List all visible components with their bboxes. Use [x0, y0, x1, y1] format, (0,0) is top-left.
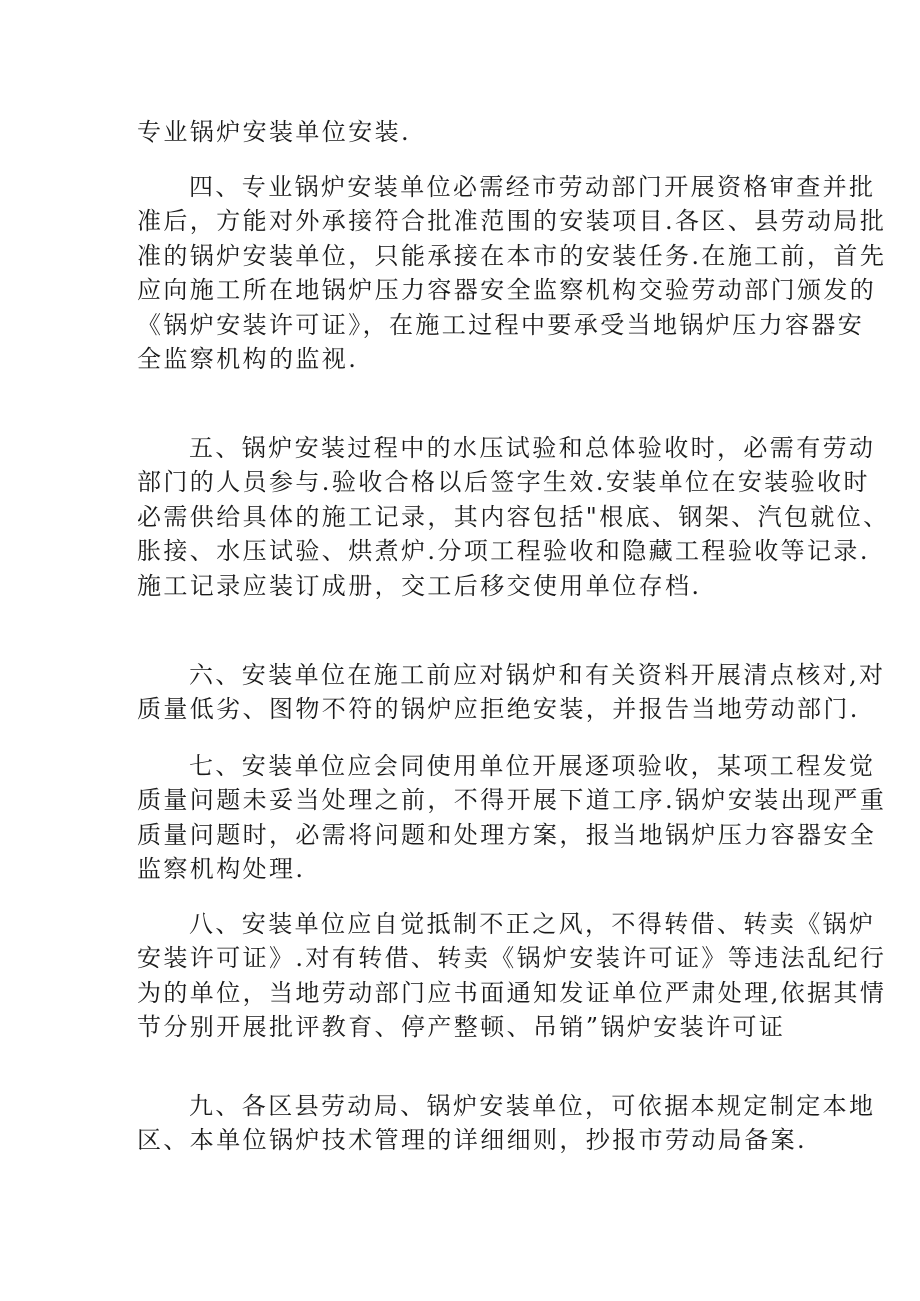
text-line: 五、锅炉安装过程中的水压试验和总体验收时，必需有劳动	[189, 434, 876, 462]
text-line: 监察机构处理.	[137, 855, 306, 884]
paragraph-item-6	[137, 658, 886, 727]
paragraph-item-9	[137, 1089, 876, 1158]
text-line: 六、安装单位在施工前应对锅炉和有关资料开展清点核对,对	[189, 661, 886, 689]
text-line: 为的单位，当地劳动部门应书面通知发证单位严肃处理,依据其情	[137, 978, 887, 1007]
text-line: 区、本单位锅炉技术管理的详细细则，抄报市劳动局备案.	[137, 1126, 808, 1155]
paragraph-item-4	[137, 170, 887, 376]
paragraph-item-7	[137, 749, 887, 887]
text-line: 准的锅炉安装单位，只能承接在本市的安装任务.在施工前，首先	[137, 241, 887, 270]
text-line: 准后，方能对外承接符合批准范围的安装项目.各区、县劳动局批	[137, 207, 887, 236]
text-line: 应向施工所在地锅炉压力容器安全监察机构交验劳动部门颁发的	[137, 276, 877, 305]
text-line: 全监察机构的监视.	[137, 344, 359, 373]
paragraph-continuation	[137, 115, 797, 149]
text-line: 八、安装单位应自觉抵制不正之风，不得转借、转卖《锅炉	[189, 910, 876, 938]
text-line: 节分别开展批评教育、停产整顿、吊销”锅炉安装许可证	[137, 1013, 786, 1042]
text-line: 必需供给具体的施工记录，其内容包括"根底、钢架、汽包就位、	[137, 502, 890, 531]
paragraph-item-8	[137, 907, 887, 1045]
text-line: 质量低劣、图物不符的锅炉应拒绝安装，并报告当地劳动部门.	[137, 695, 860, 724]
text-line: 七、安装单位应会同使用单位开展逐项验收，某项工程发觉	[189, 752, 876, 780]
text-line: 九、各区县劳动局、锅炉安装单位，可依据本规定制定本地	[189, 1092, 876, 1120]
text-line: 四、专业锅炉安装单位必需经市劳动部门开展资格审查并批	[189, 173, 876, 201]
text-line: 施工记录应装订成册，交工后移交使用单位存档.	[137, 571, 702, 600]
text-line: 部门的人员参与.验收合格以后签字生效.安装单位在安装验收时	[137, 468, 870, 497]
text-line: 质量问题时，必需将问题和处理方案，报当地锅炉压力容器安全	[137, 820, 877, 849]
text-line: 专业锅炉安装单位安装.	[137, 118, 412, 146]
text-line: 胀接、水压试验、烘煮炉.分项工程验收和隐藏工程验收等记录.	[137, 537, 870, 566]
text-line: 安装许可证》.对有转借、转卖《锅炉安装许可证》等违法乱纪行	[137, 944, 887, 973]
text-line: 质量问题未妥当处理之前，不得开展下道工序.锅炉安装出现严重	[137, 786, 887, 815]
text-line: 《锅炉安装许可证》，在施工过程中要承受当地锅炉压力容器安	[137, 310, 865, 339]
paragraph-item-5	[137, 431, 890, 603]
